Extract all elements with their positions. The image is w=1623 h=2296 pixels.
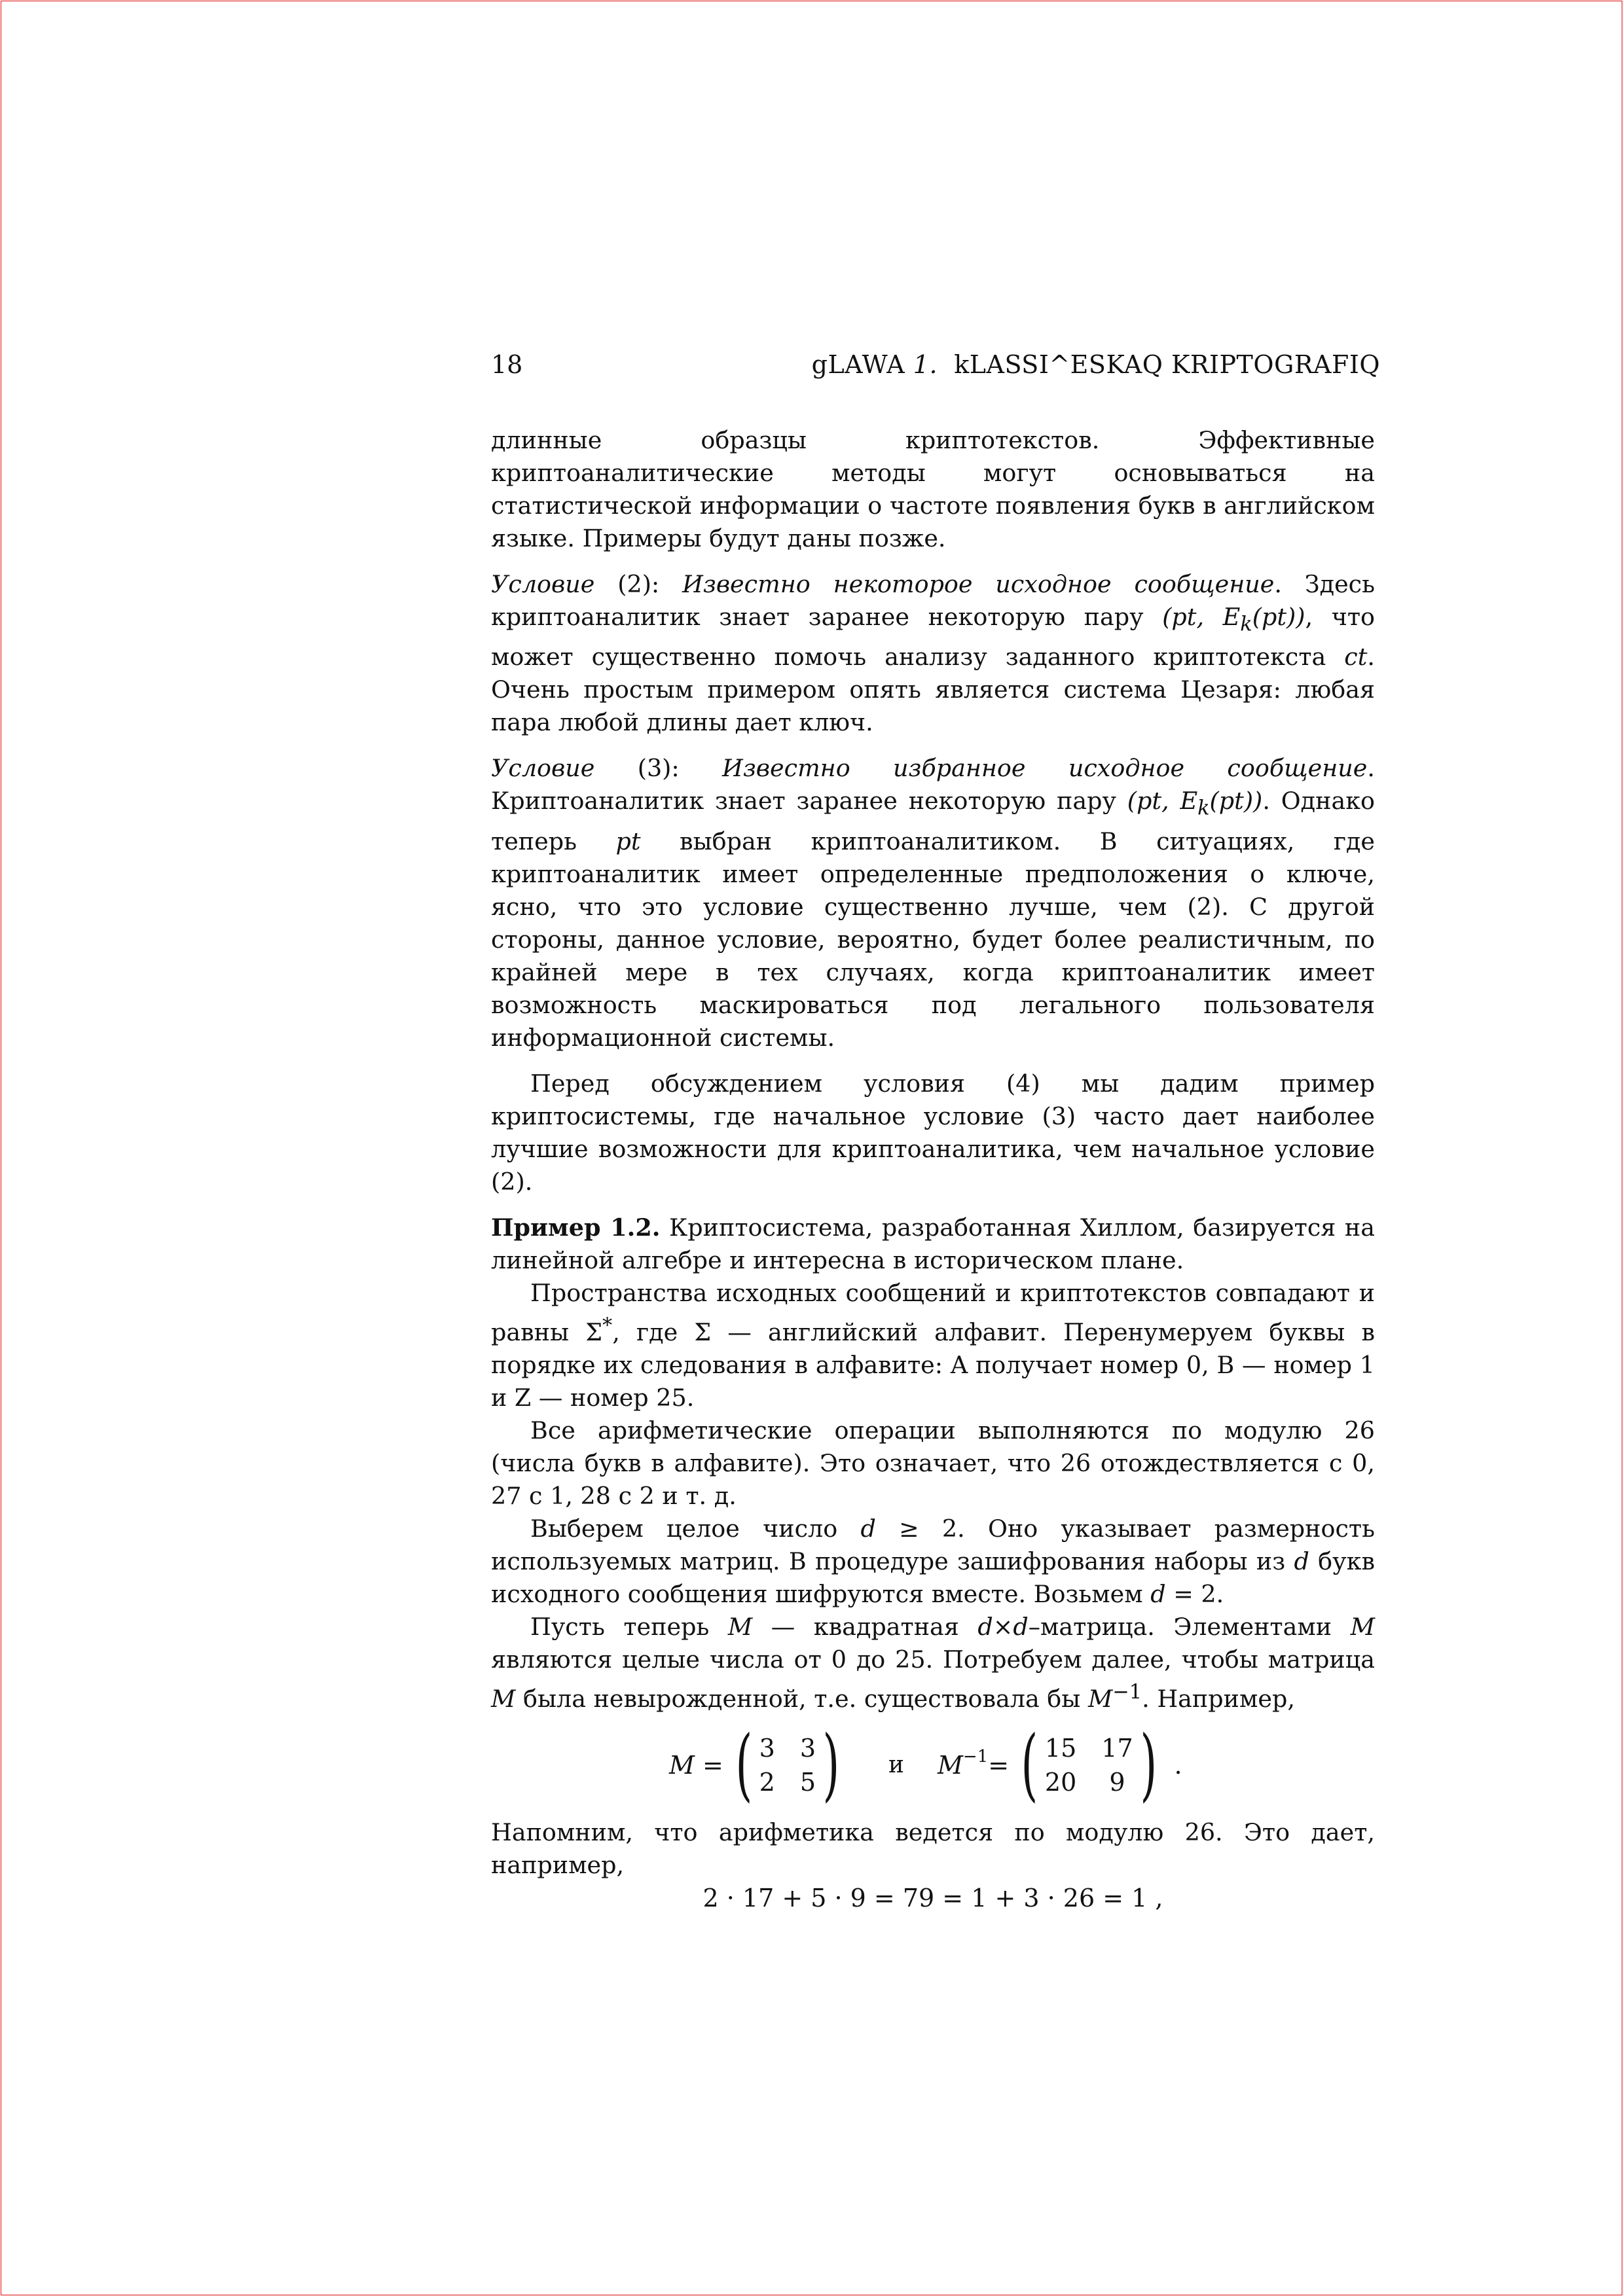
p8-text-6: . Например, [1142,1684,1295,1713]
condition-2-ct: ct [1344,643,1368,672]
condition-3 [491,752,1375,1054]
condition-2-pair-end: (pt)) [1252,603,1305,631]
p8-M2: M [1350,1612,1375,1641]
body-text [491,424,1375,1914]
equation-display: 2 · 17 + 5 · 9 = 79 = 1 + 3 · 26 = 1 , [702,1883,1163,1912]
p8-M: M [727,1612,753,1641]
example-label: Пример 1.2. [491,1213,661,1242]
running-head-title: kLASSI^ESKAQ KRIPTOGRAFIQ [954,350,1380,379]
paragraph-7 [491,1513,1375,1611]
p8-M3: M [491,1684,516,1713]
matrix-minv-block [938,1719,1182,1810]
condition-2 [491,568,1375,739]
matrix-cell: 3 [799,1733,816,1763]
right-paren-icon: ) [822,1719,840,1810]
matrix-cell: 2 [759,1767,775,1797]
p7-text-4: . [1216,1579,1224,1608]
condition-2-sub: k [1240,613,1252,636]
p8-text-1: Пусть теперь [530,1612,728,1641]
display-period: . [1174,1750,1182,1780]
p7-d: d [860,1514,876,1543]
p7-text-1: Выберем целое число [530,1514,861,1543]
matrix-inv-lhs: M [938,1750,963,1780]
condition-2-text-1: . Здесь криптоаналитик знает заранее некоторую пару [491,570,1375,631]
condition-3-label: Условие [491,754,595,783]
p7-eq: = 2 [1165,1579,1216,1608]
p8-text-5: была невырожденной, т.е. существовала бы [515,1684,1088,1713]
matrix-cell: 9 [1109,1767,1125,1797]
left-paren-icon: ( [735,1719,753,1810]
condition-3-pair-end: (pt)) [1209,787,1263,816]
p5-text-3: — английский алфавит. Перенумеруем буквы в порядке их следования в алфавите: A получает номер 0, B — номер 1 и Z — номер 25. [491,1318,1375,1412]
p7-d2: d [1294,1547,1309,1575]
running-head [812,350,1380,379]
p5-text-1: Пространства исходных сообщений и криптотекстов совпадают и равны [491,1278,1375,1346]
sigma-symbol: Σ [585,1318,603,1346]
condition-2-number: (2): [617,570,660,598]
condition-3-title: Известно избранное исходное сообщение [722,754,1368,783]
paragraph-6: Все арифметические операции выполняются по модулю 26 (числа букв в алфавите). Это означает, что 26 отождествляется с 0, 27 с 1, 28 с 2 и т. д. [491,1416,1375,1510]
matrix-m-block [669,1719,847,1810]
p8-dxd: d×d [977,1612,1029,1641]
matrix-cell: 20 [1044,1767,1077,1797]
matrix-inv-eq: = [988,1750,1010,1780]
condition-2-label: Условие [491,570,595,598]
condition-3-pt: pt [615,827,641,855]
paragraph-8 [491,1611,1375,1715]
condition-3-text-3: выбран криптоаналитиком. В ситуациях, где криптоаналитик имеет определенные предположения о ключе, ясно, что это условие существенно лучше, чем (2). С другой стороны, данное условие, вероятно, будет более реалистичным, по крайней мере в тех случаях, когда криптоаналитик имеет возможность маскироваться под легального пользователя информационной системы. [491,827,1376,1052]
conjunction: и [888,1751,904,1778]
matrix-m [759,1732,816,1799]
example-text: Криптосистема, разработанная Хиллом, базируется на линейной алгебре и интересна в историческом плане. [491,1213,1375,1274]
p8-text-2: — квадратная [752,1612,978,1641]
sigma-symbol-2: Σ [694,1318,712,1346]
p8-inverse: −1 [1112,1680,1142,1704]
right-paren-icon: ) [1140,1719,1157,1810]
condition-2-pair: (pt, E [1162,603,1241,631]
condition-3-text-2: . Однако теперь [491,787,1376,855]
matrix-cell: 3 [759,1733,775,1763]
p7-text-3: букв исходного сообщения шифруются вместе. Возьмем [491,1547,1375,1608]
matrix-display [491,1719,1375,1810]
page-number: 18 [491,350,523,379]
condition-3-number: (3): [637,754,680,783]
condition-3-text-1: . Криптоаналитик знает заранее некоторую пару [491,754,1375,816]
paragraph-1: длинные образцы криптотекстов. Эффективные криптоаналитические методы могут основываться на статистической информации о частоте появления букв в английском языке. Примеры будут даны позже. [491,426,1375,552]
matrix-inv-sup: −1 [962,1746,989,1767]
example-1-2 [491,1211,1375,1277]
matrix-lhs: M = [669,1750,723,1780]
p8-text-4: являются целые числа от 0 до 25. Потребуем далее, чтобы матрица [491,1645,1375,1674]
kleene-star: * [602,1314,613,1337]
running-head-chapter: gLAWA [811,350,905,379]
left-paren-icon: ( [1021,1719,1038,1810]
paragraph-5 [491,1277,1375,1414]
matrix-cell: 5 [799,1767,816,1797]
p8-text-3: –матрица. Элементами [1028,1612,1351,1641]
condition-2-text-2: , что может существенно помочь анализу заданного криптотекста [491,603,1375,672]
condition-2-title: Известно некоторое исходное сообщение [682,570,1275,598]
matrix-cell: 15 [1044,1733,1077,1763]
p7-ge: ≥ 2 [875,1514,958,1543]
condition-3-sub: k [1197,797,1210,820]
p8-M4: M [1087,1684,1113,1713]
condition-2-text-3: . Очень простым примером опять является система Цезаря: любая пара любой длины дает ключ. [491,643,1375,737]
paragraph-4: Перед обсуждением условия (4) мы дадим пример криптосистемы, где начальное условие (3) часто дает наиболее лучшие возможности для криптоаналитика, чем начальное условие (2). [491,1069,1375,1196]
p5-text-2: , где [612,1318,695,1346]
condition-3-pair: (pt, E [1127,787,1198,816]
matrix-m-inverse [1045,1732,1133,1799]
matrix-cell: 17 [1101,1733,1133,1763]
p7-text-2: . Оно указывает размерность используемых матриц. В процедуре зашифрования наборы из [491,1514,1375,1575]
p7-d3: d [1150,1579,1166,1608]
running-head-number: 1. [913,350,938,379]
paragraph-9: Напомним, что арифметика ведется по модулю 26. Это дает, например, [491,1818,1375,1879]
